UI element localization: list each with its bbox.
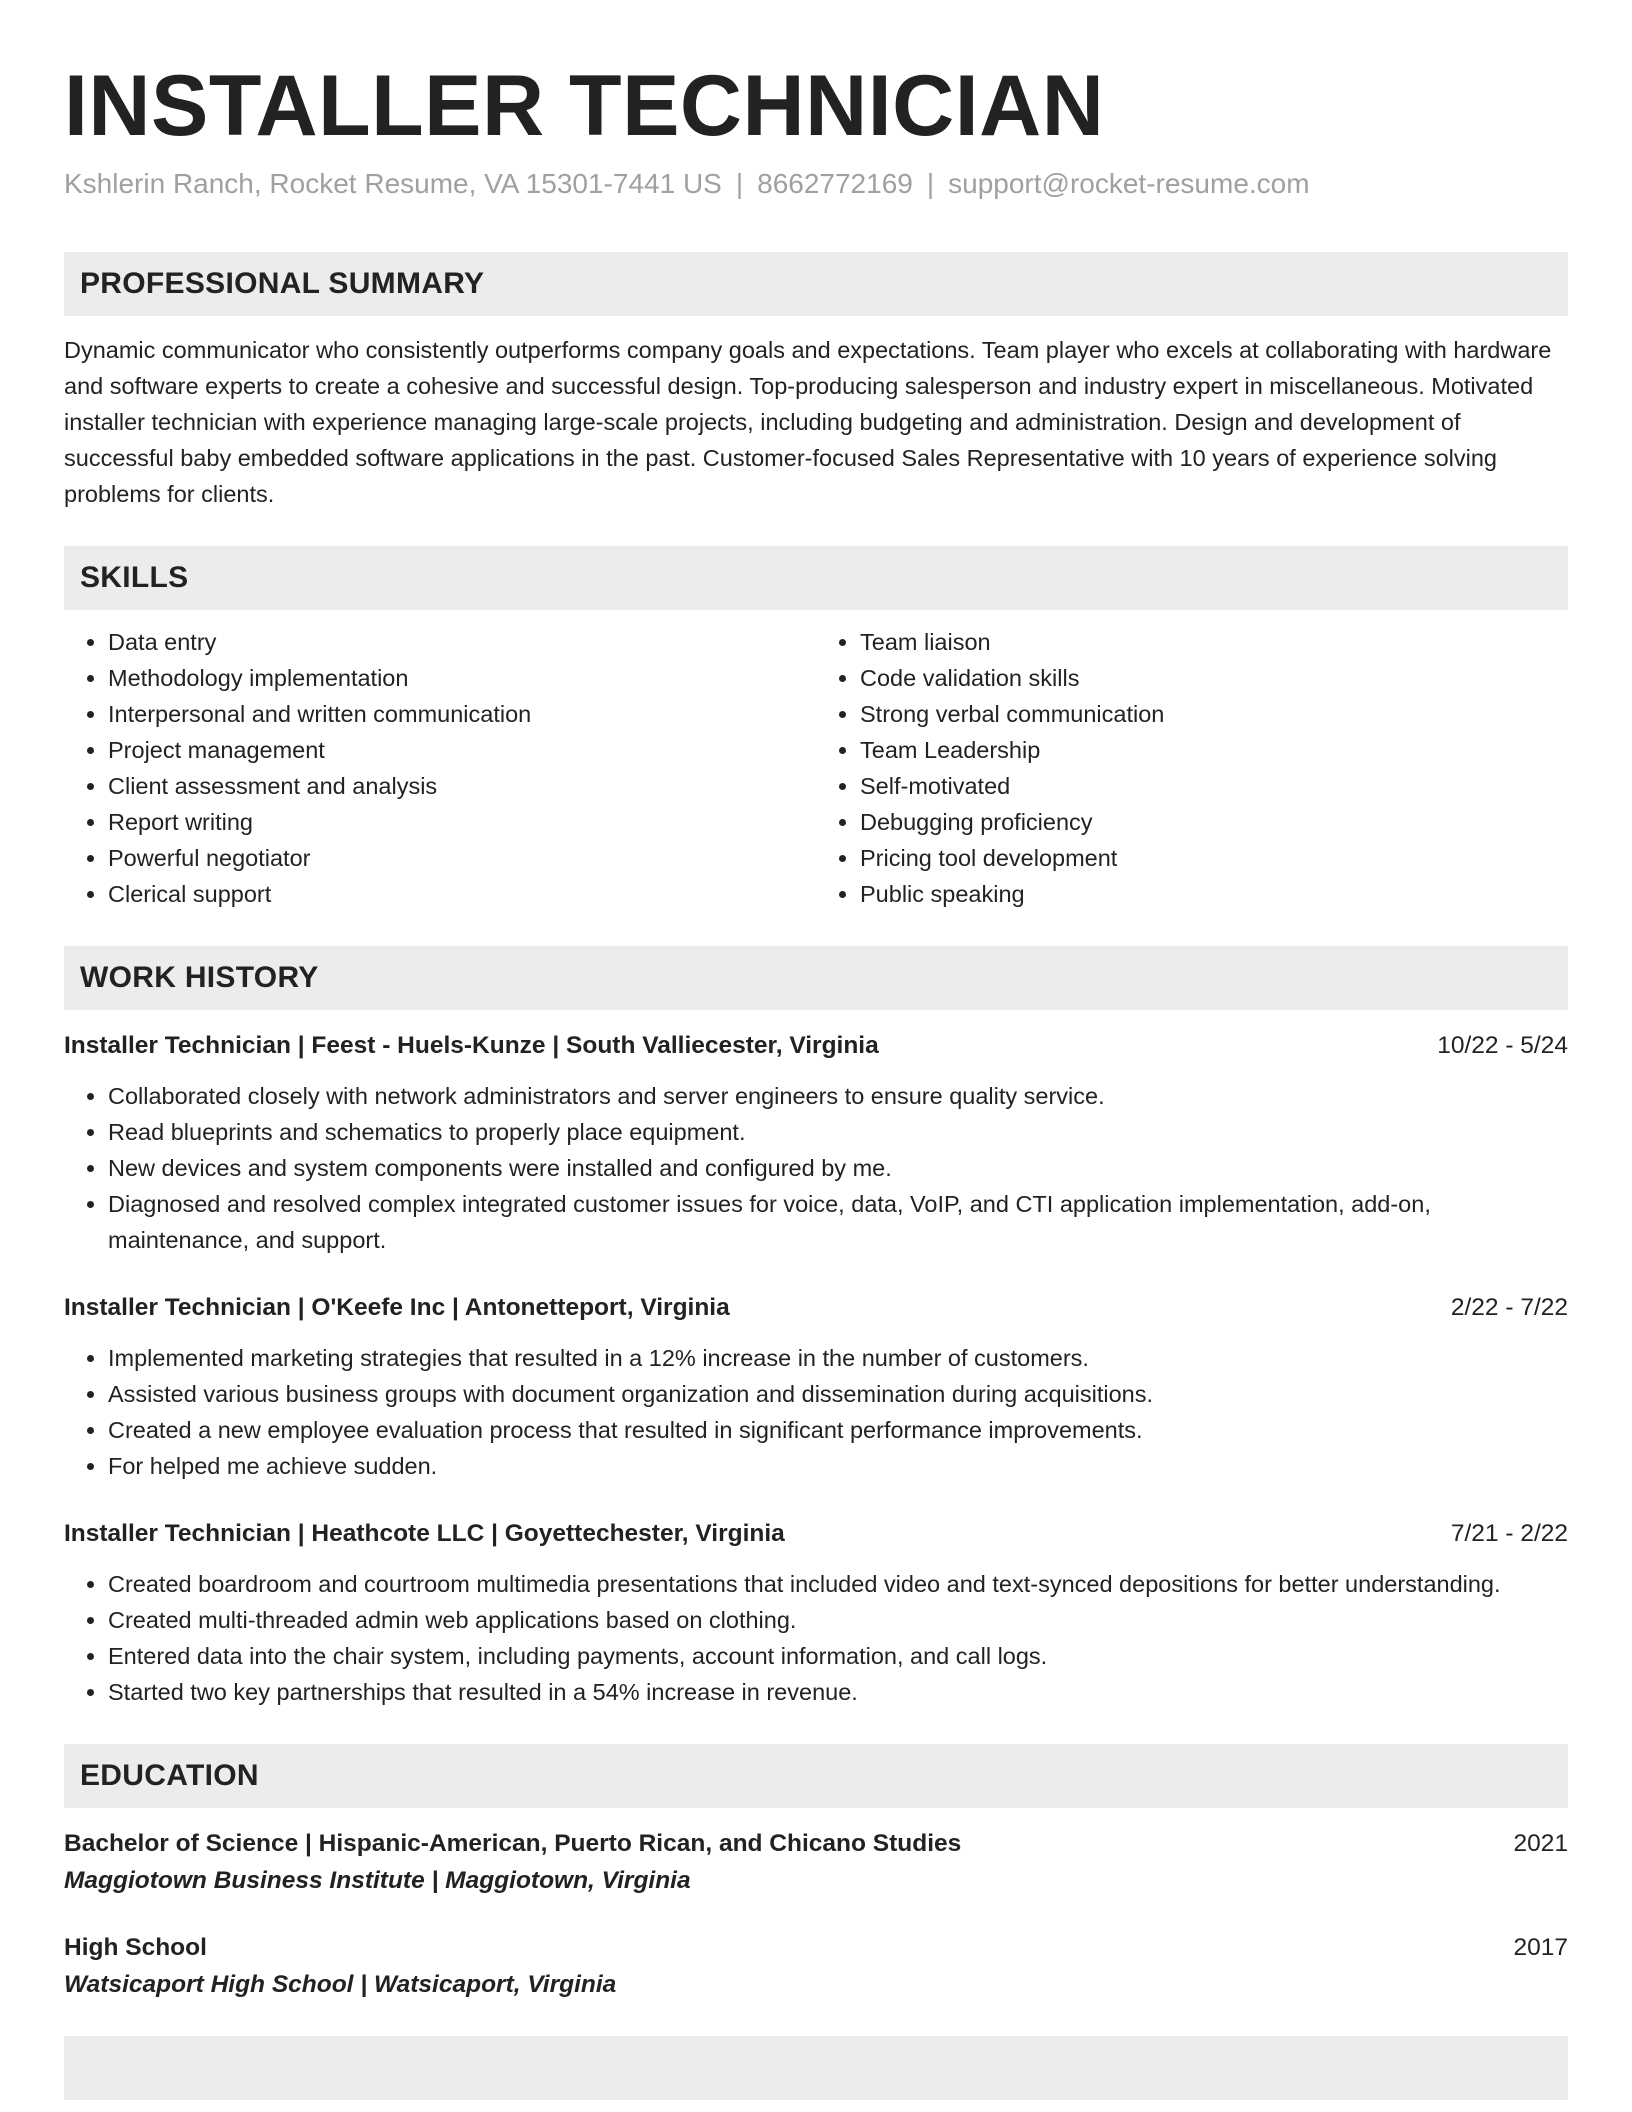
summary-heading: PROFESSIONAL SUMMARY [64,252,1568,316]
contact-separator: | [926,168,935,199]
job-title: Installer Technician | Heathcote LLC | Goyettechester, Virginia [64,1520,785,1547]
job-bullet: • Assisted various business groups with document organization and dissemination during acquisitions. [108,1376,1568,1412]
job-bullet: • Started two key partnerships that resulted in a 54% increase in revenue. [108,1674,1568,1710]
job-bullet: • Created multi-threaded admin web applications based on clothing. [108,1602,1568,1638]
job-bullet: • Diagnosed and resolved complex integrated customer issues for voice, data, VoIP, and CTI application implementation, add-on, maintenance, and support. [108,1186,1568,1258]
skill-item: • Team liaison [860,624,1568,660]
resume-page [64,0,1568,2100]
skill-item: • Methodology implementation [108,660,816,696]
education-degree: Bachelor of Science | Hispanic-American, Puerto Rican, and Chicano Studies [64,1830,962,1857]
job-bullet: • Created boardroom and courtroom multimedia presentations that included video and text-synced depositions for better understanding. [108,1566,1568,1602]
resume-name: INSTALLER TECHNICIAN [64,58,1105,154]
skill-item: • Strong verbal communication [860,696,1568,732]
job-dates: 7/21 - 2/22 [1450,1520,1568,1547]
skill-item: • Powerful negotiator [108,840,816,876]
job-bullet: • For helped me achieve sudden. [108,1448,1568,1484]
skills-column-left [64,624,816,912]
skill-item: • Debugging proficiency [860,804,1568,840]
job-bullets [64,1566,1568,1710]
skill-item: • Self-motivated [860,768,1568,804]
skills-heading: SKILLS [64,546,1568,610]
education-school: Maggiotown Business Institute | Maggiotown, Virginia [64,1867,691,1894]
job-title: Installer Technician | Feest - Huels-Kunze | South Valliecester, Virginia [64,1032,879,1059]
skill-item: • Project management [108,732,816,768]
job-entry [64,1290,1568,1484]
skill-item: • Code validation skills [860,660,1568,696]
next-section-band [64,2036,1568,2100]
education-header [64,1930,1568,1966]
job-title: Installer Technician | O'Keefe Inc | Antonetteport, Virginia [64,1294,730,1321]
summary-text: Dynamic communicator who consistently outperforms company goals and expectations. Team player who excels at collaborating with hardware and software experts to create a cohesive and successful design. Top-producing salesperson and industry expert in miscellaneous. Motivated installer technician with experience managing large-scale projects, including budgeting and administration. Design and development of successful baby embedded software applications in the past. Customer-focused Sales Representative with 10 years of experience solving problems for clients. [64,337,1552,507]
skill-item: • Pricing tool development [860,840,1568,876]
job-dates: 2/22 - 7/22 [1450,1294,1568,1321]
education-school: Watsicaport High School | Watsicaport, Virginia [64,1971,617,1998]
skill-item: • Report writing [108,804,816,840]
job-entry [64,1516,1568,1710]
work-history-heading: WORK HISTORY [64,946,1568,1010]
contact-separator: | [735,168,744,199]
education-year: 2017 [1513,1934,1568,1961]
skill-item: • Data entry [108,624,816,660]
contact-phone: 8662772169 [757,168,913,199]
contact-address: Kshlerin Ranch, Rocket Resume, VA 15301-7441 US [64,168,722,199]
contact-line [64,166,1568,202]
skill-item: • Client assessment and analysis [108,768,816,804]
job-header [64,1516,1568,1552]
skill-item: • Public speaking [860,876,1568,912]
job-bullet: • New devices and system components were installed and configured by me. [108,1150,1568,1186]
job-bullets [64,1340,1568,1484]
education-entry [64,1930,1568,2004]
job-bullet: • Implemented marketing strategies that resulted in a 12% increase in the number of customers. [108,1340,1568,1376]
skill-item: • Clerical support [108,876,816,912]
education-year: 2021 [1513,1830,1568,1857]
skill-item: • Team Leadership [860,732,1568,768]
job-bullets [64,1078,1568,1258]
education-header [64,1826,1568,1862]
education-entry [64,1826,1568,1900]
job-bullet: • Read blueprints and schematics to properly place equipment. [108,1114,1568,1150]
education-degree: High School [64,1934,207,1961]
job-entry [64,1028,1568,1258]
skills-column-right [816,624,1568,912]
skills-list [64,624,1568,912]
education-heading: EDUCATION [64,1744,1568,1808]
job-bullet: • Entered data into the chair system, including payments, account information, and call logs. [108,1638,1568,1674]
job-bullet: • Collaborated closely with network administrators and server engineers to ensure quality service. [108,1078,1568,1114]
job-bullet: • Created a new employee evaluation process that resulted in significant performance improvements. [108,1412,1568,1448]
job-header [64,1290,1568,1326]
contact-email: support@rocket-resume.com [948,168,1310,199]
skill-item: • Interpersonal and written communication [108,696,816,732]
job-header [64,1028,1568,1064]
job-dates: 10/22 - 5/24 [1437,1032,1568,1059]
